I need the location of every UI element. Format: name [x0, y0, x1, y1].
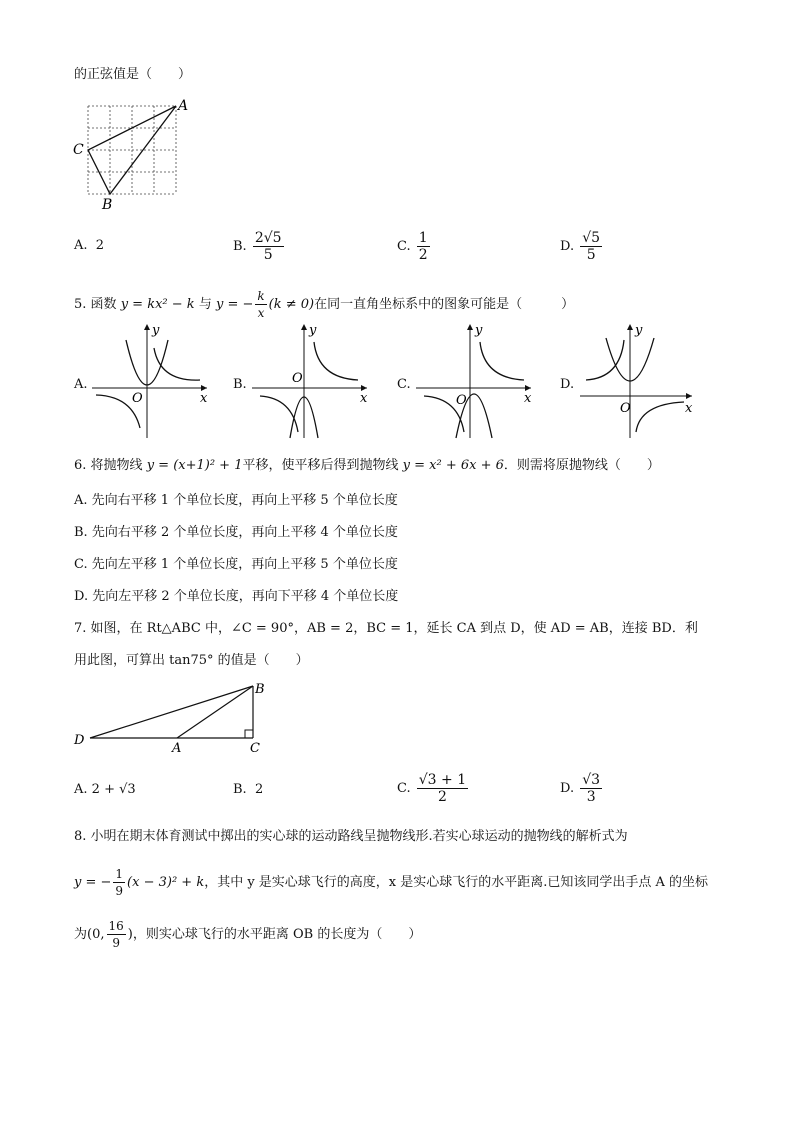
svg-text:x: x — [524, 391, 532, 406]
svg-text:x: x — [360, 391, 368, 406]
q5-graph-d[interactable] — [580, 320, 700, 442]
q4-stem-tail: 的正弦值是（ ） — [74, 67, 192, 82]
q5-option-a-label[interactable]: A. — [74, 377, 88, 392]
svg-text:x: x — [200, 391, 208, 406]
q4-label-a: A — [178, 98, 189, 114]
q5-option-d-label[interactable]: D. — [560, 377, 575, 392]
q6-option-a[interactable]: A. 先向右平移 1 个单位长度，再向上平移 5 个单位长度 — [74, 493, 398, 508]
q7-figure — [70, 678, 280, 754]
q4-grid-figure — [70, 96, 200, 212]
svg-text:x: x — [685, 401, 693, 416]
q7-option-a[interactable]: A. 2 + √3 — [74, 782, 136, 797]
q4-option-d[interactable]: D. $\frac{√5}{5}$ — [560, 230, 601, 263]
q5-option-b-label[interactable]: B. — [233, 377, 247, 392]
q8-stem-line3: 为(0, $\frac{16}{9}$ )，则实心球飞行的水平距离 OB 的长度为（ ） — [74, 919, 422, 950]
q6-stem: 6. 将抛物线 y = (x+1)² + 1平移，使平移后得到抛物线 y = x² + 6x + 6．则需将原抛物线（ ） — [74, 458, 660, 473]
q4-label-c: C — [73, 142, 84, 158]
q6-option-d[interactable]: D. 先向左平移 2 个单位长度，再向下平移 4 个单位长度 — [74, 589, 399, 604]
q7-label-c: C — [250, 741, 260, 754]
q5-graph-b[interactable] — [252, 320, 372, 442]
q5-stem: 5. 函数 y = kx² − k 与 y = − $\frac{k}{x}$ (k ≠ 0)在同一直角坐标系中的图象可能是（ ） — [74, 289, 575, 320]
q6-option-b[interactable]: B. 先向右平移 2 个单位长度，再向上平移 4 个单位长度 — [74, 525, 398, 540]
q5-graph-a[interactable] — [92, 320, 212, 442]
q7-option-d[interactable]: D. $\frac{√3}{3}$ — [560, 772, 601, 805]
q8-stem-line1: 8. 小明在期末体育测试中掷出的实心球的运动路线呈抛物线形.若实心球运动的抛物线的解析式为 — [74, 829, 628, 844]
q5-graph-c[interactable] — [416, 320, 536, 442]
svg-text:O: O — [132, 391, 143, 406]
q4-option-c[interactable]: C. $\frac{1}{2}$ — [397, 230, 428, 263]
q7-label-d: D — [74, 733, 85, 748]
q5-option-c-label[interactable]: C. — [397, 377, 411, 392]
q7-stem-line2: 用此图，可算出 tan75° 的值是（ ） — [74, 653, 309, 668]
svg-text:O: O — [456, 393, 467, 408]
q7-option-c[interactable]: C. $\frac{√3 + 1}{2}$ — [397, 772, 467, 805]
q4-option-b[interactable]: B. $\frac{2√5}{5}$ — [233, 230, 282, 263]
svg-text:O: O — [620, 401, 631, 416]
q7-label-a: A — [172, 741, 182, 754]
svg-text:y: y — [309, 323, 317, 338]
q4-label-b: B — [102, 197, 113, 212]
q6-option-c[interactable]: C. 先向左平移 1 个单位长度，再向上平移 5 个单位长度 — [74, 557, 398, 572]
q8-stem-line2: y = − $\frac{1}{9}$ (x − 3)² + k，其中 y 是实心球飞行的高度，x 是实心球飞行的水平距离.已知该同学出手点 A 的坐标 — [74, 867, 709, 898]
svg-text:y: y — [635, 323, 643, 338]
svg-text:y: y — [475, 323, 483, 338]
q4-option-a[interactable]: A. 2 — [74, 238, 105, 253]
q7-label-b: B — [255, 682, 265, 697]
q7-option-b[interactable]: B. 2 — [233, 782, 264, 797]
svg-text:y: y — [152, 323, 160, 338]
q7-stem-line1: 7. 如图，在 Rt△ABC 中，∠C = 90°，AB = 2，BC = 1，延长 CA 到点 D，使 AD = AB，连接 BD．利 — [74, 621, 698, 636]
svg-text:O: O — [292, 371, 303, 386]
